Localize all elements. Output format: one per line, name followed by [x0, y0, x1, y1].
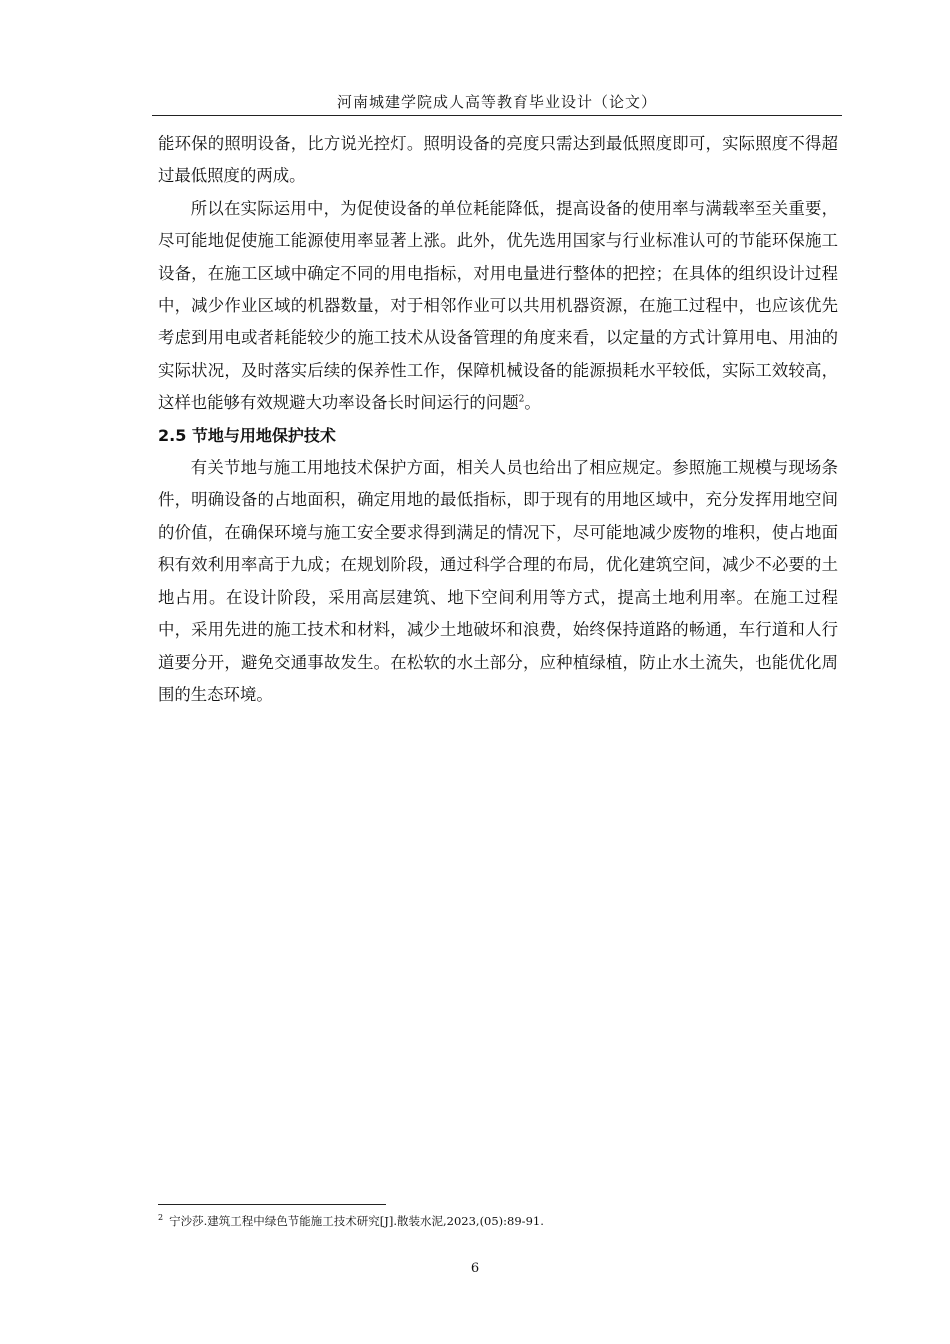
paragraph-2-end: 。: [524, 393, 541, 413]
paragraph-2-text: 所以在实际运用中，为促使设备的单位耗能降低，提高设备的使用率与满载率至关重要，尽可能地促使施工能源使用率显著上涨。此外，优先选用国家与行业标准认可的节能环保施工设备，在施工区域中确定不同的用电指标，对用电量进行整体的把控；在具体的组织设计过程中，减少作业区域的机器数量，对于相邻作业可以共用机器资源，在施工过程中，也应该优先考虑到用电或者耗能较少的施工技术从设备管理的角度来看，以定量的方式计算用电、用油的实际状况，及时落实后续的保养性工作，保障机械设备的能源损耗水平较低，实际工效较高，这样也能够有效规避大功率设备长时间运行的问题: [158, 198, 838, 413]
section-heading: 2.5 节地与用地保护技术: [158, 425, 336, 445]
paragraph-1: 能环保的照明设备，比方说光控灯。照明设备的亮度只需达到最低照度即可，实际照度不得超过最低照度的两成。: [158, 134, 838, 186]
footnote-divider: [158, 1204, 386, 1205]
document-body: [158, 128, 838, 711]
header-divider: [152, 115, 842, 116]
paragraph-2: [158, 193, 838, 420]
page-number: 6: [470, 1261, 480, 1276]
footnote-number: 2: [158, 1213, 164, 1223]
footnote-reference: 2: [518, 394, 525, 405]
page-header: 河南城建学院成人高等教育毕业设计（论文）: [336, 93, 657, 111]
footnote: [158, 1212, 838, 1230]
paragraph-3: 有关节地与施工用地技术保护方面，相关人员也给出了相应规定。参照施工规模与现场条件，明确设备的占地面积，确定用地的最低指标，即于现有的用地区域中，充分发挥用地空间的价值，在确保环境与施工安全要求得到满足的情况下，尽可能地减少废物的堆积，使占地面积有效利用率高于九成；在规划阶段，通过科学合理的布局，优化建筑空间，减少不必要的土地占用。在设计阶段，采用高层建筑、地下空间利用等方式，提高土地利用率。在施工过程中，采用先进的施工技术和材料，减少土地破坏和浪费，始终保持道路的畅通，车行道和人行道要分开，避免交通事故发生。在松软的水土部分，应种植绿植，防止水土流失，也能优化周围的生态环境。: [158, 458, 838, 704]
footnote-text: 宁沙莎.建筑工程中绿色节能施工技术研究[J].散装水泥,2023,(05):89-91.: [169, 1214, 544, 1228]
